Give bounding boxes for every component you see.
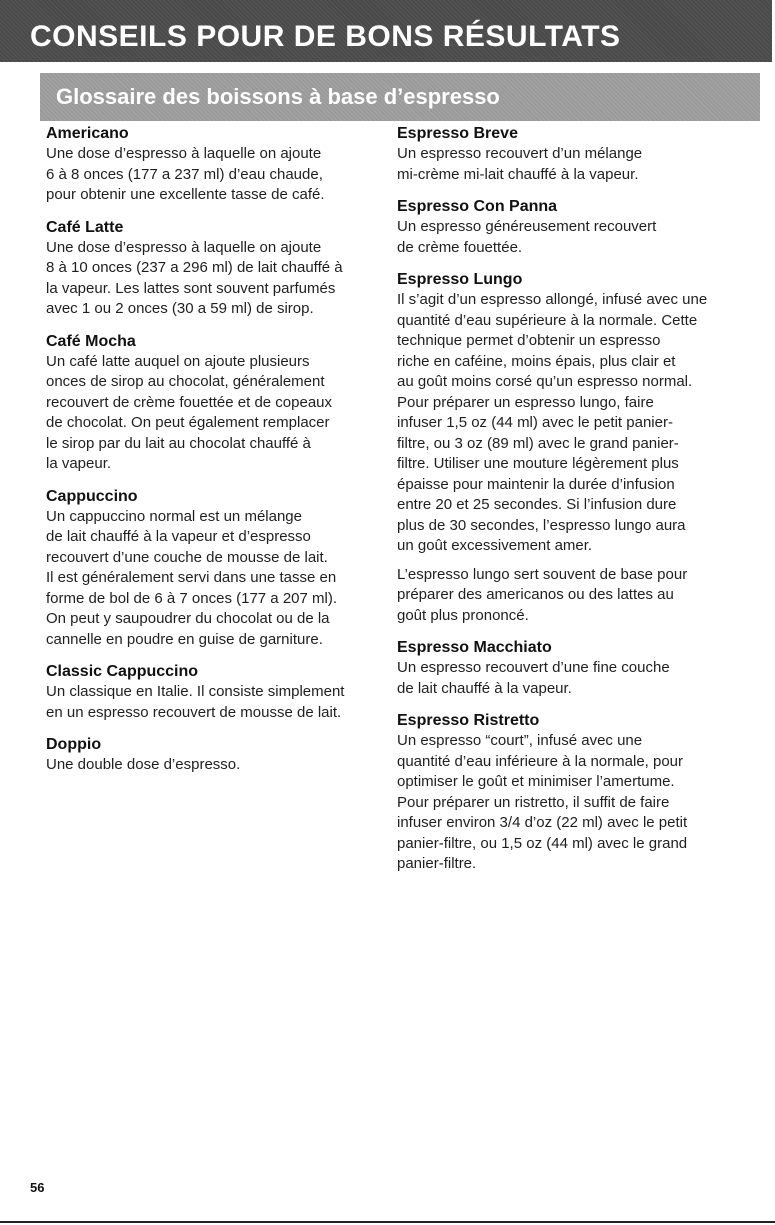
definition-line: Un classique en Italie. Il consiste simplement	[46, 683, 345, 700]
definition-line: de lait chauffé à la vapeur et d’espresso	[46, 528, 311, 545]
glossary-entry	[397, 124, 727, 185]
glossary-entry	[397, 711, 727, 875]
definition-line: 8 à 10 onces (237 a 296 ml) de lait chauffé à	[46, 259, 343, 276]
definition-line: pour obtenir une excellente tasse de café.	[46, 186, 325, 203]
glossary-term: Espresso Ristretto	[397, 712, 540, 729]
definition-line: de chocolat. On peut également remplacer	[46, 414, 330, 431]
definition-line: la vapeur.	[46, 455, 112, 472]
definition-line: Une double dose d’espresso.	[46, 756, 241, 773]
definition-line: Un café latte auquel on ajoute plusieurs	[46, 352, 310, 370]
definition-line: Une dose d’espresso à laquelle on ajoute	[46, 145, 322, 162]
glossary-entry	[46, 662, 368, 723]
definition-line: onces de sirop au chocolat, généralement	[46, 373, 325, 390]
definition-line: recouvert de crème fouettée et de copeaux	[46, 393, 333, 411]
definition-line: Une dose d’espresso à laquelle on ajoute	[46, 238, 322, 256]
definition-line: Pour préparer un ristretto, il suffit de faire	[397, 793, 670, 811]
subheader-band	[40, 73, 760, 121]
definition-line: goût plus prononcé.	[397, 606, 529, 624]
glossary-term: Americano	[46, 125, 129, 142]
glossary-term: Espresso Con Panna	[397, 198, 558, 215]
definition-line: la vapeur. Les lattes sont souvent parfumés	[46, 279, 336, 297]
definition-line: en un espresso recouvert de mousse de lait.	[46, 703, 342, 721]
definition-line: panier-filtre, ou 1,5 oz (44 ml) avec le grand	[397, 834, 688, 852]
page-title: CONSEILS POUR DE BONS RÉSULTATS	[30, 20, 621, 53]
glossary-term: Café Latte	[46, 218, 124, 236]
glossary-definition	[46, 352, 368, 475]
definition-line: un goût excessivement amer.	[397, 537, 593, 554]
glossary-term: Espresso Lungo	[397, 271, 523, 288]
definition-line: filtre, ou 3 oz (89 ml) avec le grand panier-	[397, 434, 679, 452]
glossary-definition	[397, 144, 727, 185]
glossary-entry	[46, 332, 368, 475]
glossary-definition	[397, 290, 727, 557]
glossary-entry	[397, 197, 727, 258]
definition-line: mi-crème mi-lait chauffé à la vapeur.	[397, 165, 639, 183]
glossary-term: Café Mocha	[46, 332, 136, 350]
definition-line: panier-filtre.	[397, 855, 477, 872]
definition-line: entre 20 et 25 secondes. Si l’infusion dure	[397, 496, 677, 513]
definition-line: cannelle en poudre en guise de garniture.	[46, 630, 323, 648]
glossary-entry	[46, 735, 368, 776]
glossary-term: Espresso Breve	[397, 125, 518, 142]
glossary-entry	[46, 487, 368, 651]
definition-line: de crème fouettée.	[397, 238, 523, 256]
definition-line: filtre. Utiliser une mouture légèrement plus	[397, 455, 679, 472]
glossary-term: Classic Cappuccino	[46, 663, 199, 680]
definition-line: technique permet d’obtenir un espresso	[397, 332, 661, 349]
header-band	[0, 0, 775, 62]
glossary-term: Doppio	[46, 736, 102, 753]
definition-line: recouvert d’une couche de mousse de lait.	[46, 548, 328, 566]
definition-line: riche en caféine, moins épais, plus clair et	[397, 352, 676, 370]
glossary-term: Cappuccino	[46, 487, 138, 505]
glossary-definition	[46, 755, 368, 776]
page-number: 56	[30, 1180, 45, 1195]
definition-line: forme de bol de 6 à 7 onces (177 a 207 ml).	[46, 589, 338, 607]
definition-line: On peut y saupoudrer du chocolat ou de la	[46, 610, 330, 627]
definition-line: au goût moins corsé qu’un espresso normal.	[397, 373, 693, 390]
glossary-definition	[46, 507, 368, 651]
definition-line: infuser 1,5 oz (44 ml) avec le petit panier-	[397, 414, 673, 431]
glossary-entry	[46, 218, 368, 320]
definition-line: Un espresso recouvert d’un mélange	[397, 145, 643, 162]
definition-line: 6 à 8 onces (177 a 237 ml) d’eau chaude,	[46, 165, 323, 183]
definition-line: Un espresso recouvert d’une fine couche	[397, 659, 670, 676]
definition-line: Un espresso “court”, infusé avec une	[397, 732, 643, 749]
glossary-definition	[397, 731, 727, 875]
glossary-definition	[46, 144, 368, 206]
definition-line: le sirop par du lait au chocolat chauffé à	[46, 434, 311, 452]
glossary-term: Espresso Macchiato	[397, 639, 552, 656]
glossary-entry	[397, 270, 727, 626]
definition-line: épaisse pour maintenir la durée d’infusion	[397, 475, 675, 493]
glossary-column-right	[397, 124, 727, 887]
glossary-entry	[46, 124, 368, 206]
glossary-definition	[46, 682, 368, 723]
footer-divider	[0, 1221, 775, 1223]
glossary-definition	[397, 565, 727, 627]
definition-line: Il s’agit d’un espresso allongé, infusé avec une	[397, 291, 708, 308]
definition-line: quantité d’eau inférieure à la normale, pour	[397, 752, 684, 770]
definition-line: plus de 30 secondes, l’espresso lungo aura	[397, 516, 686, 534]
definition-line: Il est généralement servi dans une tasse en	[46, 569, 337, 586]
definition-line: avec 1 ou 2 onces (30 a 59 ml) de sirop.	[46, 300, 314, 317]
definition-line: Pour préparer un espresso lungo, faire	[397, 393, 654, 411]
glossary-definition	[397, 658, 727, 699]
definition-line: préparer des americanos ou des lattes au	[397, 586, 674, 603]
glossary-column-left	[46, 124, 368, 788]
section-title: Glossaire des boissons à base d’espresso	[56, 84, 500, 109]
glossary-definition	[46, 238, 368, 320]
definition-line: Un espresso généreusement recouvert	[397, 218, 657, 235]
definition-line: infuser environ 3/4 d’oz (22 ml) avec le petit	[397, 814, 688, 831]
glossary-entry	[397, 638, 727, 699]
definition-line: optimiser le goût et minimiser l’amertume.	[397, 773, 675, 790]
definition-line: Un cappuccino normal est un mélange	[46, 507, 302, 525]
definition-line: quantité d’eau supérieure à la normale. Cette	[397, 311, 698, 329]
definition-line: L’espresso lungo sert souvent de base pour	[397, 565, 688, 583]
glossary-definition	[397, 217, 727, 258]
definition-line: de lait chauffé à la vapeur.	[397, 679, 572, 697]
